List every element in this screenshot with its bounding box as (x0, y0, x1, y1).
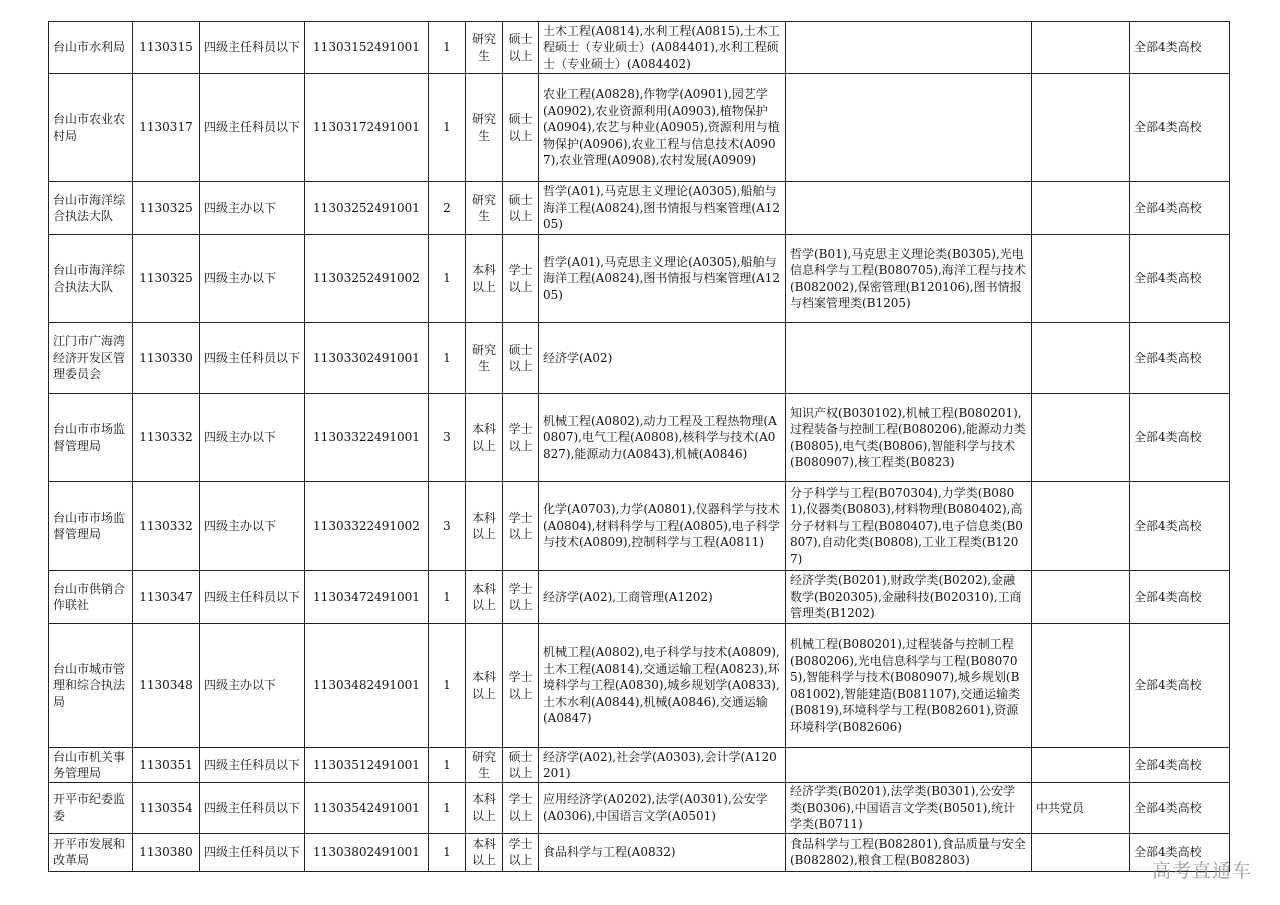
degree-cell: 硕士以上 (503, 748, 539, 783)
rank-cell: 四级主办以下 (200, 482, 305, 571)
headcount-cell: 1 (429, 22, 466, 74)
school-type-cell: 全部4类高校 (1130, 571, 1230, 624)
other-requirement-cell: 中共党员 (1032, 783, 1130, 834)
code-cell: 1130325 (133, 235, 200, 323)
education-cell: 本科以上 (466, 783, 503, 834)
position-code-cell: 11303322491001 (305, 394, 429, 482)
code-cell: 1130332 (133, 482, 200, 571)
other-requirement-cell (1032, 571, 1130, 624)
code-cell: 1130317 (133, 74, 200, 182)
table-row (49, 571, 1230, 624)
school-type-cell: 全部4类高校 (1130, 323, 1230, 394)
code-cell: 1130325 (133, 182, 200, 235)
rank-cell: 四级主办以下 (200, 182, 305, 235)
education-cell: 研究生 (466, 22, 503, 74)
graduate-major-cell: 化学(A0703),力学(A0801),仪器科学与技术(A0804),材料科学与工程(A0805),电子科学与技术(A0809),控制科学与工程(A0811) (539, 482, 786, 571)
graduate-major-cell: 应用经济学(A0202),法学(A0301),公安学(A0306),中国语言文学(A0501) (539, 783, 786, 834)
code-cell: 1130332 (133, 394, 200, 482)
school-type-cell: 全部4类高校 (1130, 833, 1230, 871)
degree-cell: 学士以上 (503, 571, 539, 624)
school-type-cell: 全部4类高校 (1130, 482, 1230, 571)
code-cell: 1130354 (133, 783, 200, 834)
school-type-cell: 全部4类高校 (1130, 22, 1230, 74)
graduate-major-cell: 食品科学与工程(A0832) (539, 833, 786, 871)
education-cell: 本科以上 (466, 482, 503, 571)
rank-cell: 四级主任科员以下 (200, 833, 305, 871)
code-cell: 1130330 (133, 323, 200, 394)
table-body (49, 22, 1230, 872)
code-cell: 1130348 (133, 624, 200, 748)
position-code-cell: 11303172491001 (305, 74, 429, 182)
undergraduate-major-cell: 哲学(B01),马克思主义理论类(B0305),光电信息科学与工程(B080705),海洋工程与技术(B082002),保密管理(B120106),图书情报与档案管理类(B1205) (786, 235, 1032, 323)
code-cell: 1130347 (133, 571, 200, 624)
unit-cell: 台山市海洋综合执法大队 (49, 182, 133, 235)
other-requirement-cell (1032, 394, 1130, 482)
other-requirement-cell (1032, 482, 1130, 571)
headcount-cell: 3 (429, 482, 466, 571)
unit-cell: 台山市水利局 (49, 22, 133, 74)
other-requirement-cell (1032, 235, 1130, 323)
table-row (49, 748, 1230, 783)
headcount-cell: 1 (429, 571, 466, 624)
position-code-cell: 11303512491001 (305, 748, 429, 783)
unit-cell: 台山市机关事务管理局 (49, 748, 133, 783)
table-row (49, 482, 1230, 571)
degree-cell: 硕士以上 (503, 323, 539, 394)
table-row (49, 394, 1230, 482)
education-cell: 研究生 (466, 323, 503, 394)
degree-cell: 学士以上 (503, 482, 539, 571)
graduate-major-cell: 农业工程(A0828),作物学(A0901),园艺学(A0902),农业资源利用(A0903),植物保护(A0904),农艺与种业(A0905),资源利用与植物保护(A0906),农业工程与信息技术(A0907),农业管理(A0908),农村发展(A0909) (539, 74, 786, 182)
position-code-cell: 11303252491002 (305, 235, 429, 323)
degree-cell: 硕士以上 (503, 74, 539, 182)
headcount-cell: 1 (429, 783, 466, 834)
table-row (49, 323, 1230, 394)
undergraduate-major-cell: 经济学类(B0201),财政学类(B0202),金融数学(B020305),金融科技(B020310),工商管理类(B1202) (786, 571, 1032, 624)
school-type-cell: 全部4类高校 (1130, 783, 1230, 834)
unit-cell: 开平市发展和改革局 (49, 833, 133, 871)
education-cell: 研究生 (466, 748, 503, 783)
school-type-cell: 全部4类高校 (1130, 624, 1230, 748)
undergraduate-major-cell (786, 182, 1032, 235)
headcount-cell: 3 (429, 394, 466, 482)
position-code-cell: 11303322491002 (305, 482, 429, 571)
graduate-major-cell: 机械工程(A0802),电子科学与技术(A0809),土木工程(A0814),交通运输工程(A0823),环境科学与工程(A0830),城乡规划学(A0833),土木水利(A0844),机械(A0846),交通运输(A0847) (539, 624, 786, 748)
rank-cell: 四级主办以下 (200, 624, 305, 748)
unit-cell: 台山市市场监督管理局 (49, 394, 133, 482)
education-cell: 本科以上 (466, 571, 503, 624)
education-cell: 本科以上 (466, 394, 503, 482)
graduate-major-cell: 哲学(A01),马克思主义理论(A0305),船舶与海洋工程(A0824),图书情报与档案管理(A1205) (539, 235, 786, 323)
position-code-cell: 11303802491001 (305, 833, 429, 871)
education-cell: 本科以上 (466, 624, 503, 748)
undergraduate-major-cell (786, 22, 1032, 74)
headcount-cell: 1 (429, 74, 466, 182)
rank-cell: 四级主任科员以下 (200, 571, 305, 624)
rank-cell: 四级主任科员以下 (200, 748, 305, 783)
watermark: 高考直通车 (1151, 860, 1252, 882)
table-row (49, 22, 1230, 74)
other-requirement-cell (1032, 748, 1130, 783)
school-type-cell: 全部4类高校 (1130, 748, 1230, 783)
code-cell: 1130351 (133, 748, 200, 783)
other-requirement-cell (1032, 74, 1130, 182)
undergraduate-major-cell (786, 74, 1032, 182)
table-row (49, 235, 1230, 323)
school-type-cell: 全部4类高校 (1130, 74, 1230, 182)
position-code-cell: 11303482491001 (305, 624, 429, 748)
table-row (49, 783, 1230, 834)
undergraduate-major-cell: 知识产权(B030102),机械工程(B080201),过程装备与控制工程(B080206),能源动力类(B0805),电气类(B0806),智能科学与技术(B080907),核工程类(B0823) (786, 394, 1032, 482)
education-cell: 本科以上 (466, 235, 503, 323)
undergraduate-major-cell: 经济学类(B0201),法学类(B0301),公安学类(B0306),中国语言文学类(B0501),统计学类(B0711) (786, 783, 1032, 834)
education-cell: 本科以上 (466, 833, 503, 871)
unit-cell: 开平市纪委监委 (49, 783, 133, 834)
unit-cell: 江门市广海湾经济开发区管理委员会 (49, 323, 133, 394)
undergraduate-major-cell (786, 323, 1032, 394)
position-code-cell: 11303152491001 (305, 22, 429, 74)
undergraduate-major-cell (786, 748, 1032, 783)
other-requirement-cell (1032, 624, 1130, 748)
rank-cell: 四级主任科员以下 (200, 783, 305, 834)
headcount-cell: 1 (429, 624, 466, 748)
headcount-cell: 2 (429, 182, 466, 235)
other-requirement-cell (1032, 323, 1130, 394)
school-type-cell: 全部4类高校 (1130, 182, 1230, 235)
table-row (49, 833, 1230, 871)
degree-cell: 学士以上 (503, 783, 539, 834)
headcount-cell: 1 (429, 235, 466, 323)
school-type-cell: 全部4类高校 (1130, 394, 1230, 482)
table-row (49, 74, 1230, 182)
degree-cell: 学士以上 (503, 624, 539, 748)
position-code-cell: 11303252491001 (305, 182, 429, 235)
headcount-cell: 1 (429, 833, 466, 871)
undergraduate-major-cell: 机械工程(B080201),过程装备与控制工程(B080206),光电信息科学与工程(B080705),智能科学与技术(B080907),城乡规划(B081002),智能建造(B081107),交通运输类(B0819),环境科学与工程(B082601),资源环境科学(B082606) (786, 624, 1032, 748)
headcount-cell: 1 (429, 748, 466, 783)
unit-cell: 台山市农业农村局 (49, 74, 133, 182)
unit-cell: 台山市供销合作联社 (49, 571, 133, 624)
school-type-cell: 全部4类高校 (1130, 235, 1230, 323)
rank-cell: 四级主任科员以下 (200, 22, 305, 74)
undergraduate-major-cell: 分子科学与工程(B070304),力学类(B0801),仪器类(B0803),材料物理(B080402),高分子材料与工程(B080407),电子信息类(B0807),自动化类(B0808),工业工程类(B1207) (786, 482, 1032, 571)
code-cell: 1130315 (133, 22, 200, 74)
degree-cell: 硕士以上 (503, 22, 539, 74)
rank-cell: 四级主任科员以下 (200, 74, 305, 182)
degree-cell: 学士以上 (503, 833, 539, 871)
position-code-cell: 11303302491001 (305, 323, 429, 394)
degree-cell: 学士以上 (503, 235, 539, 323)
unit-cell: 台山市城市管理和综合执法局 (49, 624, 133, 748)
graduate-major-cell: 经济学(A02) (539, 323, 786, 394)
undergraduate-major-cell: 食品科学与工程(B082801),食品质量与安全(B082802),粮食工程(B082803) (786, 833, 1032, 871)
graduate-major-cell: 机械工程(A0802),动力工程及工程热物理(A0807),电气工程(A0808),核科学与技术(A0827),能源动力(A0843),机械(A0846) (539, 394, 786, 482)
job-table (48, 21, 1230, 872)
unit-cell: 台山市市场监督管理局 (49, 482, 133, 571)
rank-cell: 四级主办以下 (200, 235, 305, 323)
education-cell: 研究生 (466, 182, 503, 235)
table-row (49, 182, 1230, 235)
graduate-major-cell: 土木工程(A0814),水利工程(A0815),土木工程硕士（专业硕士）(A084401),水利工程硕士（专业硕士）(A084402) (539, 22, 786, 74)
degree-cell: 学士以上 (503, 394, 539, 482)
graduate-major-cell: 哲学(A01),马克思主义理论(A0305),船舶与海洋工程(A0824),图书情报与档案管理(A1205) (539, 182, 786, 235)
rank-cell: 四级主任科员以下 (200, 323, 305, 394)
unit-cell: 台山市海洋综合执法大队 (49, 235, 133, 323)
other-requirement-cell (1032, 833, 1130, 871)
code-cell: 1130380 (133, 833, 200, 871)
headcount-cell: 1 (429, 323, 466, 394)
graduate-major-cell: 经济学(A02),工商管理(A1202) (539, 571, 786, 624)
rank-cell: 四级主办以下 (200, 394, 305, 482)
other-requirement-cell (1032, 182, 1130, 235)
position-code-cell: 11303542491001 (305, 783, 429, 834)
education-cell: 研究生 (466, 74, 503, 182)
position-code-cell: 11303472491001 (305, 571, 429, 624)
other-requirement-cell (1032, 22, 1130, 74)
degree-cell: 硕士以上 (503, 182, 539, 235)
graduate-major-cell: 经济学(A02),社会学(A0303),会计学(A120201) (539, 748, 786, 783)
table-row (49, 624, 1230, 748)
